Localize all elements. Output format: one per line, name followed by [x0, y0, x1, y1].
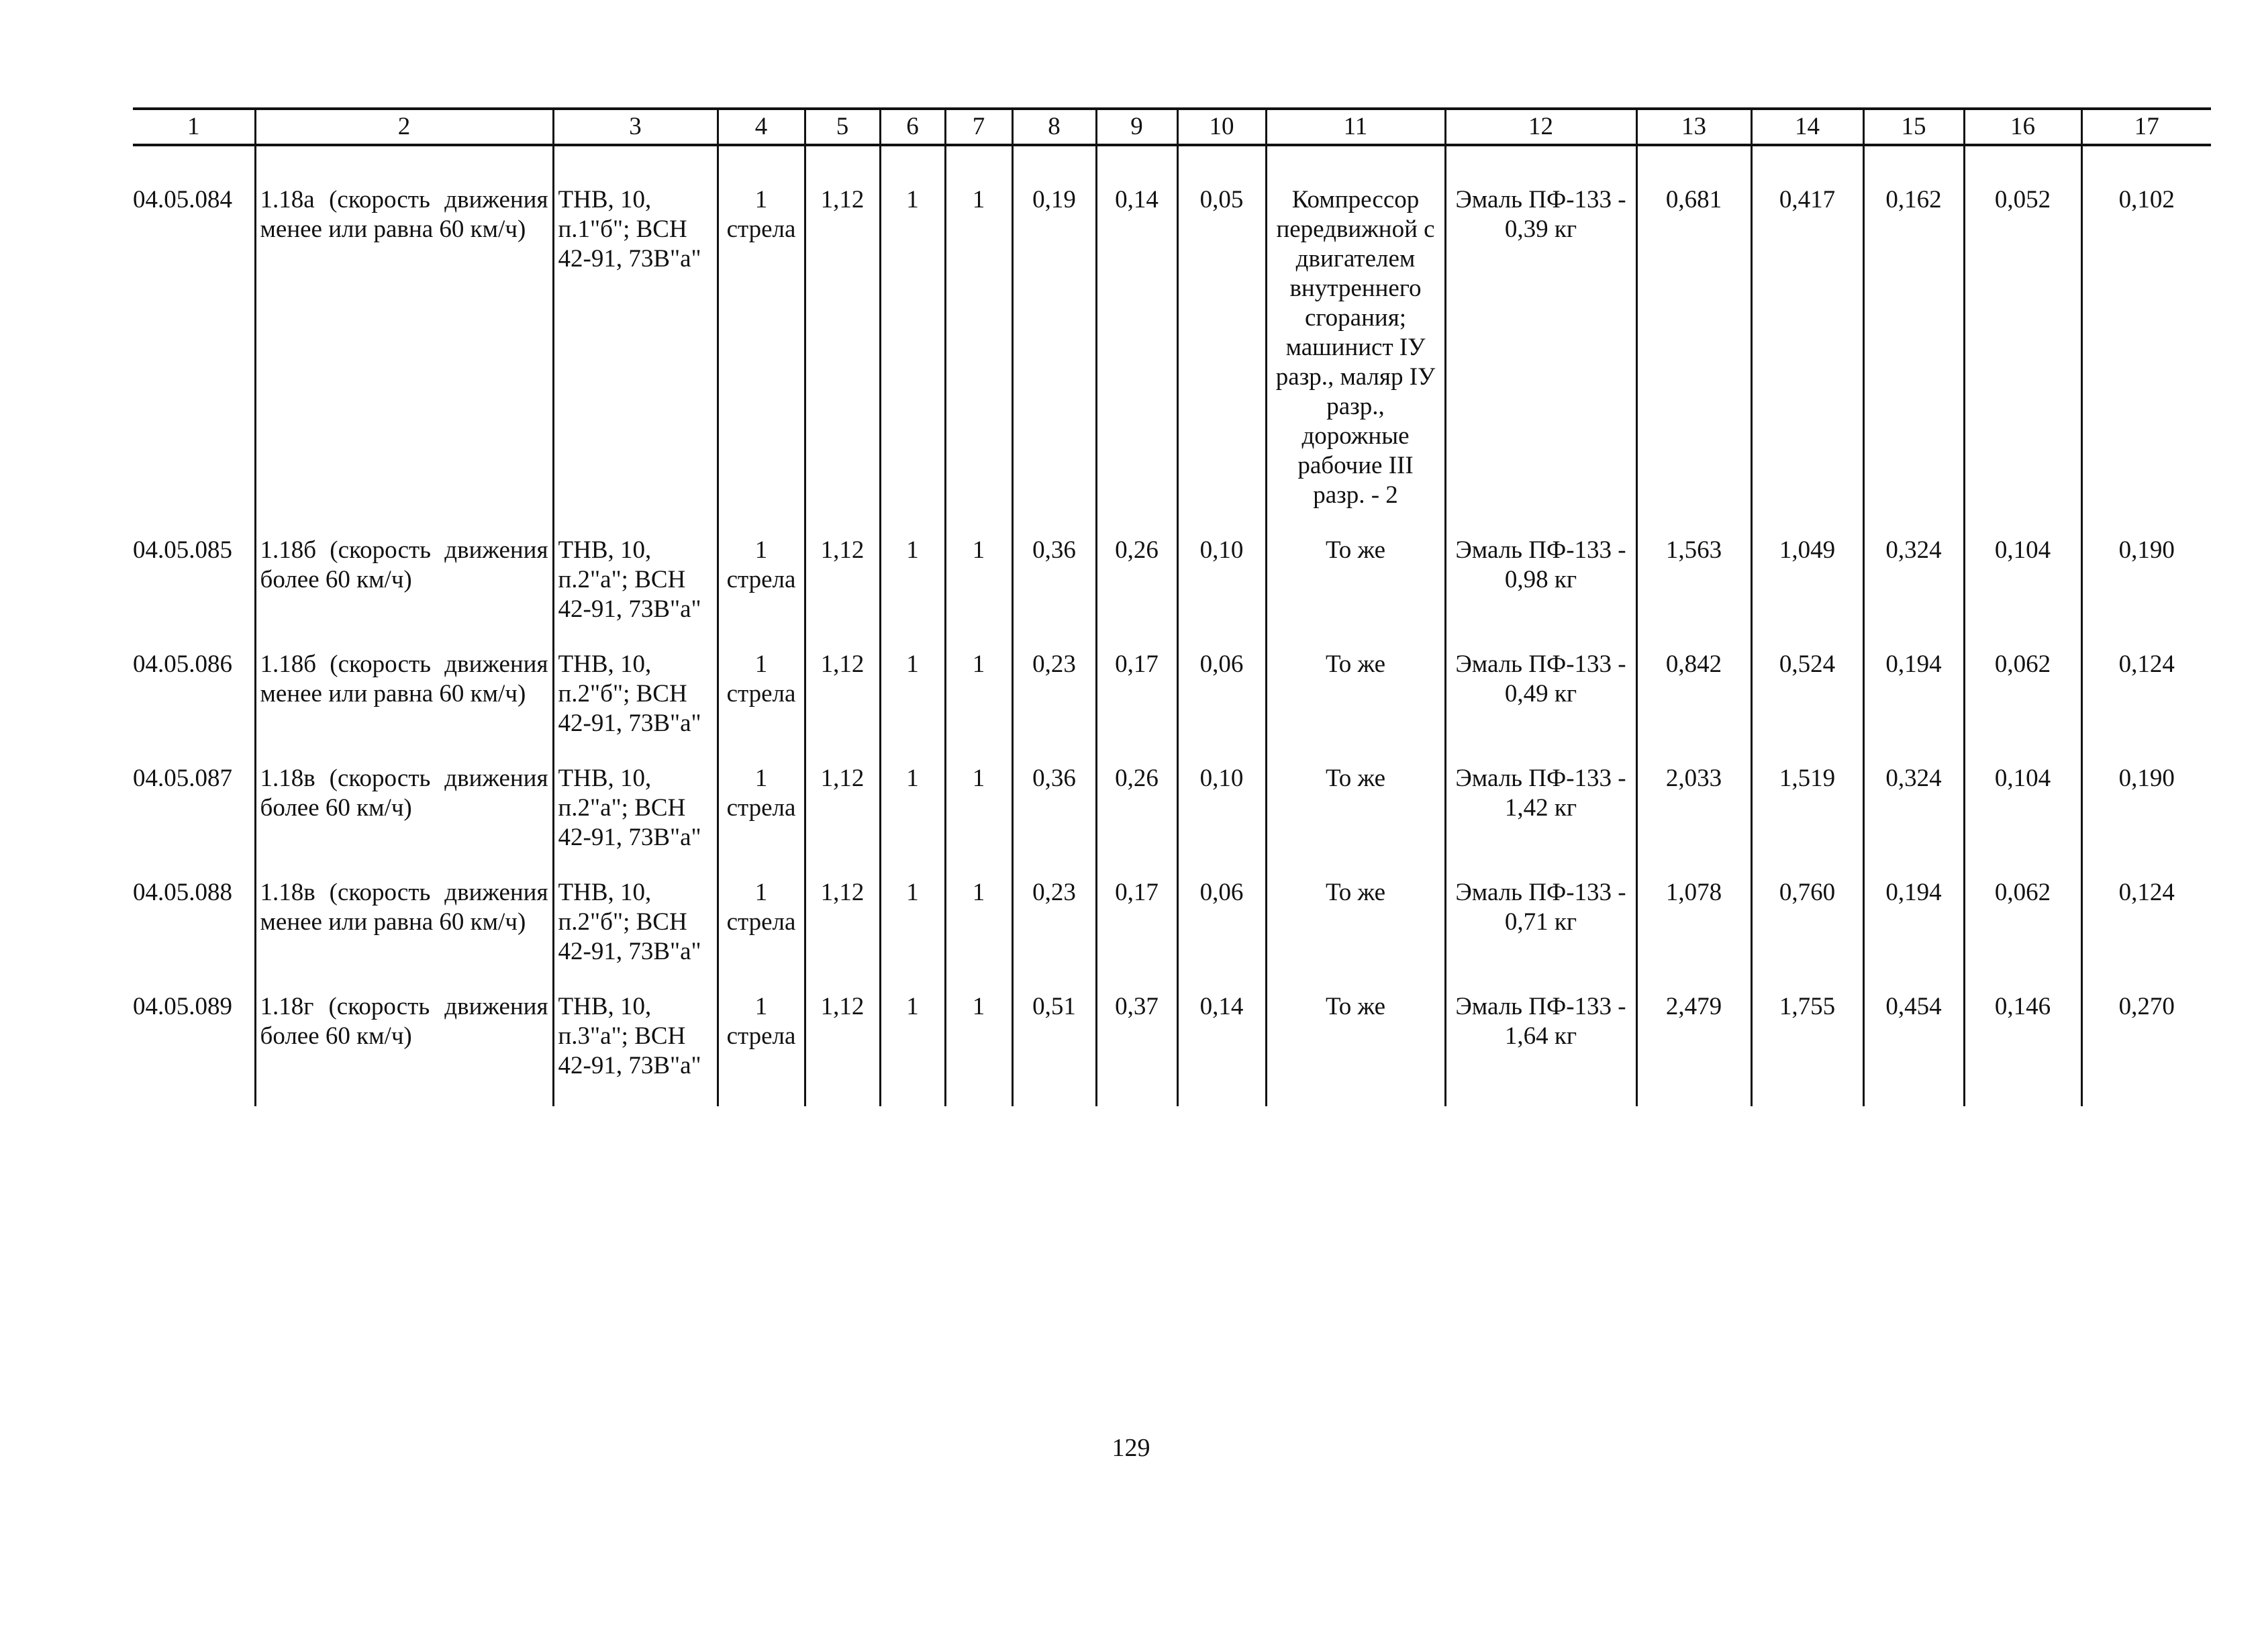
cell-basis: ТНВ, 10, п.2"б"; ВСН 42-91, 73В"а" — [553, 650, 718, 764]
cell-col17: 0,124 — [2081, 878, 2211, 992]
header-col-5: 5 — [805, 109, 880, 145]
header-col-9: 9 — [1096, 109, 1177, 145]
cell-col7: 1 — [945, 992, 1012, 1106]
cell-name: 1.18г (скорость движения более 60 км/ч) — [255, 992, 553, 1106]
cell-code: 04.05.085 — [133, 536, 232, 564]
cell-col16: 0,104 — [1964, 764, 2081, 878]
header-col-11: 11 — [1266, 109, 1445, 145]
cell-col9: 0,26 — [1096, 536, 1177, 650]
cell-resources: То же — [1266, 992, 1445, 1106]
table-row — [133, 650, 2211, 764]
cell-col15: 0,194 — [1863, 878, 1964, 992]
cell-unit: 1 стрела — [718, 992, 805, 1106]
cell-col15: 0,324 — [1863, 536, 1964, 650]
cell-col9: 0,17 — [1096, 650, 1177, 764]
header-col-7: 7 — [945, 109, 1012, 145]
cell-col15: 0,454 — [1863, 992, 1964, 1106]
cell-col13: 2,033 — [1636, 764, 1751, 878]
header-col-1: 1 — [133, 109, 255, 145]
cell-basis: ТНВ, 10, п.3"а"; ВСН 42-91, 73В"а" — [553, 992, 718, 1106]
page-number: 129 — [1112, 1434, 1150, 1462]
cell-basis: ТНВ, 10, п.2"а"; ВСН 42-91, 73В"а" — [553, 536, 718, 650]
cell-col14: 0,417 — [1751, 145, 1863, 536]
cell-col8: 0,51 — [1012, 992, 1096, 1106]
cell-col9: 0,26 — [1096, 764, 1177, 878]
header-col-16: 16 — [1964, 109, 2081, 145]
cell-col10: 0,05 — [1177, 145, 1266, 536]
table-row — [133, 145, 2211, 536]
cell-col6: 1 — [880, 650, 945, 764]
cell-col5: 1,12 — [805, 145, 880, 536]
table-row — [133, 536, 2211, 650]
cell-col5: 1,12 — [805, 992, 880, 1106]
norms-table-container — [133, 107, 2211, 1106]
cell-resources: То же — [1266, 764, 1445, 878]
cell-col10: 0,10 — [1177, 536, 1266, 650]
cell-name: 1.18в (скорость движения менее или равна 60 км/ч) — [255, 878, 553, 992]
cell-col17: 0,270 — [2081, 992, 2211, 1106]
header-col-2: 2 — [255, 109, 553, 145]
header-col-13: 13 — [1636, 109, 1751, 145]
cell-col6: 1 — [880, 764, 945, 878]
cell-col10: 0,10 — [1177, 764, 1266, 878]
cell-col14: 0,760 — [1751, 878, 1863, 992]
cell-code: 04.05.084 — [133, 186, 232, 213]
cell-unit: 1 стрела — [718, 650, 805, 764]
cell-col7: 1 — [945, 878, 1012, 992]
cell-col9: 0,37 — [1096, 992, 1177, 1106]
cell-unit: 1 стрела — [718, 878, 805, 992]
header-col-4: 4 — [718, 109, 805, 145]
cell-col7: 1 — [945, 650, 1012, 764]
cell-basis: ТНВ, 10, п.2"а"; ВСН 42-91, 73В"а" — [553, 764, 718, 878]
header-col-15: 15 — [1863, 109, 1964, 145]
cell-col17: 0,190 — [2081, 764, 2211, 878]
cell-col9: 0,14 — [1096, 145, 1177, 536]
table-header — [133, 109, 2211, 145]
cell-col15: 0,162 — [1863, 145, 1964, 536]
cell-col6: 1 — [880, 536, 945, 650]
cell-col14: 1,519 — [1751, 764, 1863, 878]
cell-col8: 0,19 — [1012, 145, 1096, 536]
table-body — [133, 145, 2211, 1106]
cell-col17: 0,124 — [2081, 650, 2211, 764]
cell-col5: 1,12 — [805, 536, 880, 650]
cell-material: Эмаль ПФ-133 - 0,39 кг — [1445, 145, 1636, 536]
cell-col14: 0,524 — [1751, 650, 1863, 764]
cell-col8: 0,36 — [1012, 536, 1096, 650]
cell-col10: 0,14 — [1177, 992, 1266, 1106]
table-row — [133, 878, 2211, 992]
cell-col5: 1,12 — [805, 650, 880, 764]
cell-code: 04.05.086 — [133, 650, 232, 678]
cell-col15: 0,324 — [1863, 764, 1964, 878]
cell-col7: 1 — [945, 145, 1012, 536]
cell-col9: 0,17 — [1096, 878, 1177, 992]
cell-col15: 0,194 — [1863, 650, 1964, 764]
cell-resources: То же — [1266, 536, 1445, 650]
header-col-8: 8 — [1012, 109, 1096, 145]
table-row — [133, 764, 2211, 878]
header-col-12: 12 — [1445, 109, 1636, 145]
cell-col13: 0,681 — [1636, 145, 1751, 536]
header-col-6: 6 — [880, 109, 945, 145]
cell-name: 1.18б (скорость движения более 60 км/ч) — [255, 536, 553, 650]
norms-table — [133, 107, 2211, 1106]
cell-col16: 0,052 — [1964, 145, 2081, 536]
cell-col16: 0,062 — [1964, 650, 2081, 764]
cell-col10: 0,06 — [1177, 878, 1266, 992]
header-col-3: 3 — [553, 109, 718, 145]
cell-col14: 1,755 — [1751, 992, 1863, 1106]
cell-col13: 2,479 — [1636, 992, 1751, 1106]
cell-name: 1.18а (скорость движения менее или равна 60 км/ч) — [255, 145, 553, 536]
cell-col7: 1 — [945, 536, 1012, 650]
cell-code: 04.05.089 — [133, 993, 232, 1020]
cell-col6: 1 — [880, 878, 945, 992]
cell-name: 1.18в (скорость движения более 60 км/ч) — [255, 764, 553, 878]
cell-unit: 1 стрела — [718, 764, 805, 878]
cell-col8: 0,23 — [1012, 650, 1096, 764]
cell-col5: 1,12 — [805, 764, 880, 878]
cell-col7: 1 — [945, 764, 1012, 878]
cell-material: Эмаль ПФ-133 - 1,42 кг — [1445, 764, 1636, 878]
cell-code: 04.05.087 — [133, 765, 232, 792]
cell-col14: 1,049 — [1751, 536, 1863, 650]
cell-col6: 1 — [880, 992, 945, 1106]
header-row — [133, 109, 2211, 145]
cell-resources: То же — [1266, 878, 1445, 992]
cell-col10: 0,06 — [1177, 650, 1266, 764]
cell-unit: 1 стрела — [718, 536, 805, 650]
cell-unit: 1 стрела — [718, 145, 805, 536]
cell-material: Эмаль ПФ-133 - 0,98 кг — [1445, 536, 1636, 650]
cell-resources: То же — [1266, 650, 1445, 764]
cell-col8: 0,23 — [1012, 878, 1096, 992]
cell-col16: 0,146 — [1964, 992, 2081, 1106]
cell-col8: 0,36 — [1012, 764, 1096, 878]
cell-col5: 1,12 — [805, 878, 880, 992]
cell-basis: ТНВ, 10, п.1"б"; ВСН 42-91, 73В"а" — [553, 145, 718, 536]
cell-material: Эмаль ПФ-133 - 1,64 кг — [1445, 992, 1636, 1106]
cell-code: 04.05.088 — [133, 879, 232, 906]
header-col-14: 14 — [1751, 109, 1863, 145]
table-row — [133, 992, 2211, 1106]
cell-col6: 1 — [880, 145, 945, 536]
cell-col16: 0,062 — [1964, 878, 2081, 992]
cell-resources: Компрессор передвижной с двигателем внутреннего сгорания; машинист IУ разр., маляр IУ разр., дорожные рабочие III разр. - 2 — [1266, 145, 1445, 536]
cell-col13: 0,842 — [1636, 650, 1751, 764]
cell-name: 1.18б (скорость движения менее или равна 60 км/ч) — [255, 650, 553, 764]
header-col-17: 17 — [2081, 109, 2211, 145]
cell-material: Эмаль ПФ-133 - 0,49 кг — [1445, 650, 1636, 764]
cell-basis: ТНВ, 10, п.2"б"; ВСН 42-91, 73В"а" — [553, 878, 718, 992]
cell-col16: 0,104 — [1964, 536, 2081, 650]
cell-col13: 1,563 — [1636, 536, 1751, 650]
cell-material: Эмаль ПФ-133 - 0,71 кг — [1445, 878, 1636, 992]
cell-col17: 0,102 — [2081, 145, 2211, 536]
cell-col13: 1,078 — [1636, 878, 1751, 992]
cell-col17: 0,190 — [2081, 536, 2211, 650]
header-col-10: 10 — [1177, 109, 1266, 145]
